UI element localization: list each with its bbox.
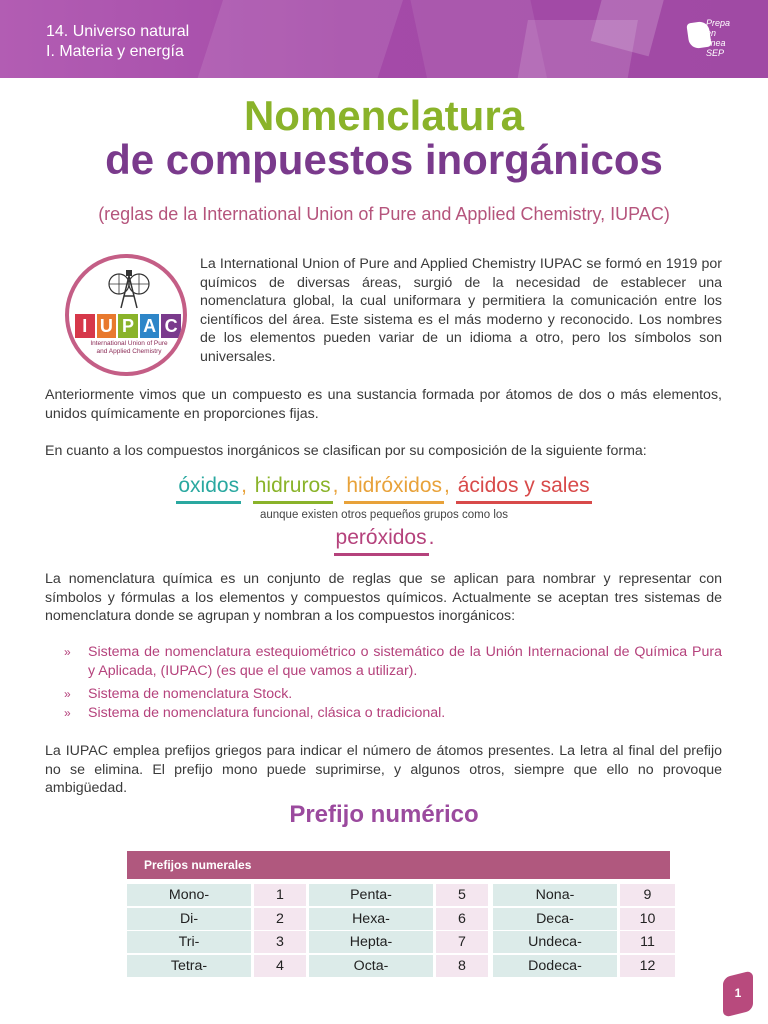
header-decoration bbox=[191, 0, 410, 78]
unit-line-2: I. Materia y energía bbox=[46, 43, 184, 60]
prefix-cell: Nona- bbox=[493, 884, 617, 906]
prefix-cell: Penta- bbox=[309, 884, 433, 906]
logo-text: Prepa en línea SEP bbox=[706, 18, 731, 58]
table-row bbox=[127, 908, 675, 932]
number-cell: 2 bbox=[254, 908, 306, 930]
prepa-en-linea-logo bbox=[688, 16, 738, 60]
seal-letter: U bbox=[97, 314, 117, 338]
peroxides-line bbox=[0, 524, 768, 556]
system-item-text: Sistema de nomenclatura Stock. bbox=[88, 686, 293, 702]
prefix-cell: Deca- bbox=[493, 908, 617, 930]
prefix-cell: Dodeca- bbox=[493, 955, 617, 977]
category-hydroxides: hidróxidos bbox=[344, 472, 444, 504]
prefix-section-title: Prefijo numérico bbox=[289, 801, 479, 828]
page-header bbox=[0, 0, 768, 78]
category-hydrides: hidruros bbox=[253, 472, 333, 504]
prefix-cell: Hepta- bbox=[309, 931, 433, 953]
seal-letter: A bbox=[140, 314, 160, 338]
prefix-cell: Mono- bbox=[127, 884, 251, 906]
prefix-cell: Octa- bbox=[309, 955, 433, 977]
page-title-line-1: Nomenclatura bbox=[243, 92, 525, 139]
page-subtitle: (reglas de la International Union of Pure and Applied Chemistry, IUPAC) bbox=[98, 204, 670, 224]
category-peroxides: peróxidos bbox=[334, 524, 429, 556]
number-cell: 9 bbox=[620, 884, 675, 906]
number-cell: 1 bbox=[254, 884, 306, 906]
number-cell: 7 bbox=[436, 931, 488, 953]
seal-letter: C bbox=[161, 314, 181, 338]
seal-letter: P bbox=[118, 314, 138, 338]
category-separator: , bbox=[241, 474, 247, 497]
number-cell: 6 bbox=[436, 908, 488, 930]
prefix-cell: Di- bbox=[127, 908, 251, 930]
number-cell: 4 bbox=[254, 955, 306, 977]
system-list-item bbox=[64, 685, 722, 704]
category-separator: , bbox=[444, 474, 450, 497]
category-oxides: óxidos bbox=[176, 472, 241, 504]
number-cell: 3 bbox=[254, 931, 306, 953]
seal-caption: International Union of Pure and Applied Chemistry bbox=[90, 340, 168, 355]
prefix-cell: Undeca- bbox=[493, 931, 617, 953]
prefix-table bbox=[127, 884, 675, 978]
table-row bbox=[127, 884, 675, 908]
number-cell: 10 bbox=[620, 908, 675, 930]
bullet-icon: » bbox=[64, 706, 71, 720]
system-item-text: Sistema de nomenclatura funcional, clásica o tradicional. bbox=[88, 705, 446, 721]
intro-paragraph: La International Union of Pure and Applied Chemistry IUPAC se formó en 1919 por químicos de diversas áreas, surgió de la necesidad de establecer una nomenclatura global, la cual uniformara y permitiera la comunicación entre los científicos del área. Este sistema es el más moderno y reconocido. Los nombres de los elementos pueden variar de un idioma a otro, pero los símbolos son universales. bbox=[200, 256, 722, 365]
bullet-icon: » bbox=[64, 645, 71, 659]
iupac-seal bbox=[65, 254, 187, 376]
number-cell: 12 bbox=[620, 955, 675, 977]
category-separator: , bbox=[332, 474, 339, 497]
prefix-table-header: Prefijos numerales bbox=[127, 851, 670, 879]
classification-paragraph: En cuanto a los compuestos inorgánicos se clasifican por su composición de la siguiente forma: bbox=[45, 443, 647, 459]
prefix-cell: Tetra- bbox=[127, 955, 251, 977]
category-acids-salts: ácidos y sales bbox=[456, 472, 592, 504]
system-list-item bbox=[64, 643, 722, 680]
prefixes-paragraph: La IUPAC emplea prefijos griegos para indicar el número de átomos presentes. La letra al final del prefijo no se elimina. El prefijo mono puede suprimirse, y algunos otros, siempre que ello no provoque ambigüedad. bbox=[45, 743, 722, 796]
page-number: 1 bbox=[734, 986, 742, 1000]
iupac-letter-bar bbox=[75, 314, 181, 338]
bullet-icon: » bbox=[64, 687, 71, 701]
seal-letter: I bbox=[75, 314, 95, 338]
peroxides-period: . bbox=[428, 526, 435, 549]
unit-label bbox=[46, 22, 189, 62]
compound-categories bbox=[0, 472, 768, 504]
prefix-cell: Tri- bbox=[127, 931, 251, 953]
system-list-item bbox=[64, 704, 722, 723]
system-item-text: Sistema de nomenclatura estequiométrico o sistemático de la Unión Internacional de Química Pura y Aplicada, (IUPAC) (es que el que vamos a utilizar). bbox=[88, 644, 722, 679]
table-row bbox=[127, 931, 675, 955]
nomenclature-paragraph: La nomenclatura química es un conjunto de reglas que se aplican para nombrar y representar con símbolos y fórmulas a los elementos y compuestos químicos. Actualmente se aceptan tres sistemas de nomenclatura donde se agrupan y nombran a los compuestos inorgánicos: bbox=[45, 571, 722, 624]
globe-molecule-icon bbox=[107, 268, 151, 310]
number-cell: 5 bbox=[436, 884, 488, 906]
other-groups-note: aunque existen otros pequeños grupos como los bbox=[259, 509, 509, 521]
prefix-cell: Hexa- bbox=[309, 908, 433, 930]
table-row bbox=[127, 955, 675, 979]
number-cell: 11 bbox=[620, 931, 675, 953]
number-cell: 8 bbox=[436, 955, 488, 977]
compound-paragraph: Anteriormente vimos que un compuesto es una sustancia formada por átomos de dos o más elementos, unidos químicamente en proporciones fijas. bbox=[45, 387, 722, 422]
page-title-line-2: de compuestos inorgánicos bbox=[105, 136, 663, 183]
unit-line-1: 14. Universo natural bbox=[46, 23, 190, 40]
